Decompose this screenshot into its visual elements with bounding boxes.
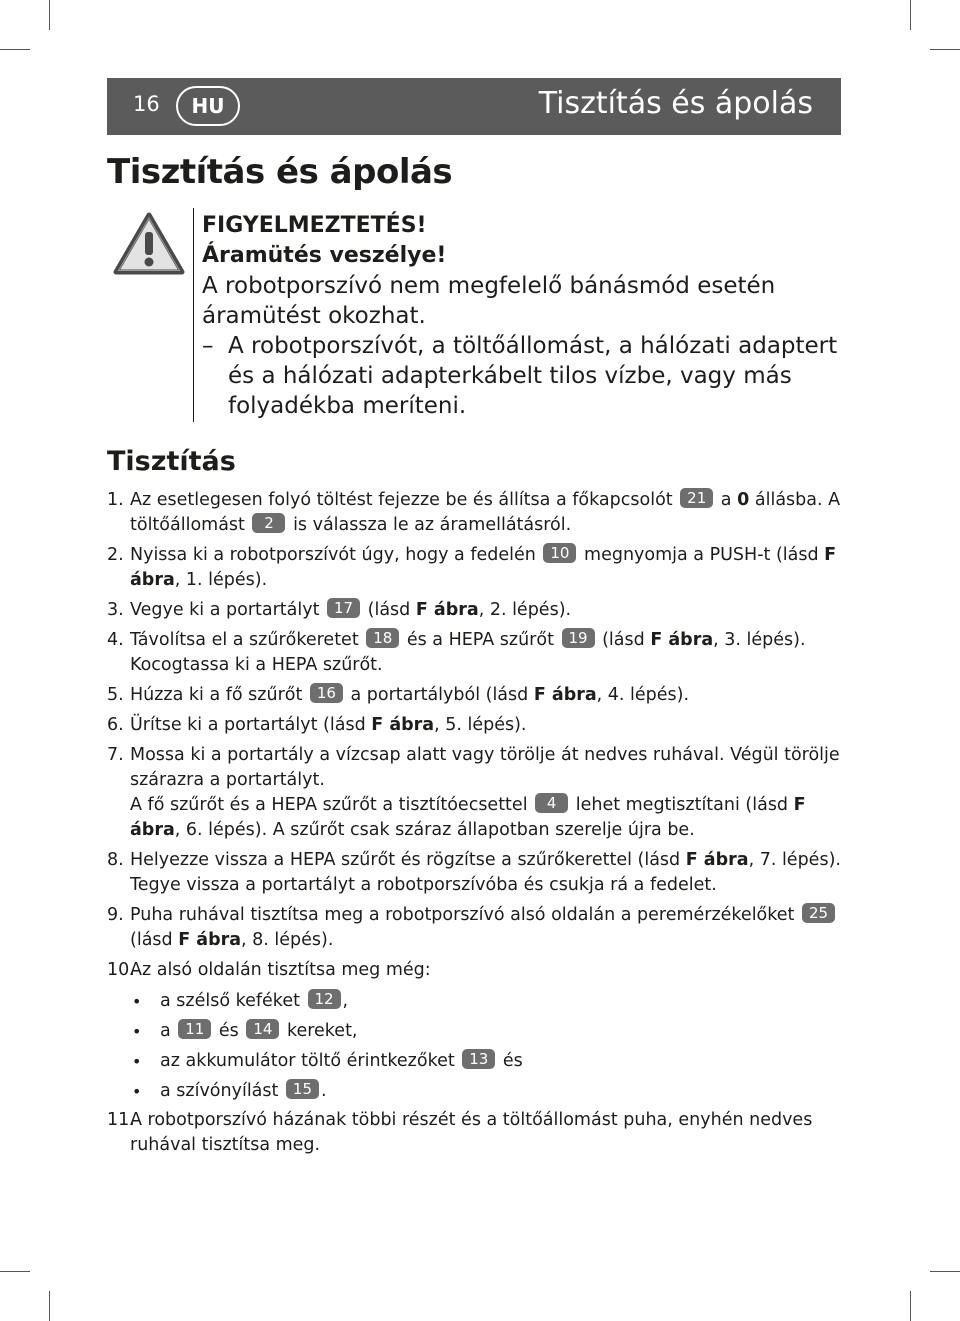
part-number-badge: 21 [680,488,713,508]
step-text: A robotporszívó házának többi részét és a töltőállomást puha, enyhén nedves ruhával tisztítsa meg. [130,1110,813,1155]
part-number-badge: 10 [543,543,576,563]
part-number-badge: 17 [327,598,360,618]
step-text: , 4. lépés). [596,685,690,705]
step-bold-text: F ábra [650,630,714,650]
step-4 [107,628,847,678]
step-text: (lásd [602,630,645,650]
step-text: , 5. lépés). [434,715,527,735]
crop-mark [0,1271,30,1272]
step-bold-text: F ábra [415,600,479,620]
step-number: 8. [107,850,124,870]
warning-divider [193,208,194,422]
language-badge: HU [176,86,240,126]
crop-mark [910,0,911,30]
step-bold-text: F ábra [685,850,749,870]
step-text: . [320,1081,327,1101]
step-bold-text: F ábra [371,715,435,735]
warning-triangle-icon [113,212,185,280]
step-number: 1. [107,490,124,510]
crop-mark [49,0,50,30]
cleaning-steps-list [107,488,847,1163]
part-number-badge: 25 [802,903,835,923]
step-text: , 3. lépés). Kocogtassa ki a HEPA szűrőt. [130,630,806,675]
step-text: Helyezze vissza a HEPA szűrőt és rögzítse a szűrőkerettel (lásd [130,850,681,870]
step-text: Puha ruhával tisztítsa meg a robotporszívó alsó oldalán a peremérzékelőket [130,905,795,925]
part-number-badge: 18 [366,628,399,648]
warning-list [202,331,852,421]
step-number: 6. [107,715,124,735]
sub-list-item [130,1049,847,1073]
step-text: az akkumulátor töltő érintkezőket [160,1051,455,1071]
step-8 [107,848,847,898]
step-text: kereket, [286,1021,358,1041]
step-number: 9. [107,905,124,925]
bullet-icon: • [132,992,142,1011]
step-text: a szélső keféket [160,991,300,1011]
step-text: , 7. lépés). Tegye vissza a portartályt a robotporszívóba és csukja rá a fedelet. [130,850,841,895]
step-7 [107,743,847,843]
bullet-icon: • [132,1052,142,1071]
step-bold-text: F ábra [130,795,806,840]
step-number: 10. [107,960,135,980]
step-bold-text: 0 [737,490,750,510]
part-number-badge: 19 [562,628,595,648]
header-section-title: Tisztítás és ápolás [538,86,813,121]
part-number-badge: 13 [462,1049,495,1069]
step-text: , 2. lépés). [478,600,572,620]
step-number: 3. [107,600,124,620]
step-text: (lásd [130,930,173,950]
bullet-icon: • [132,1082,142,1101]
step-text: , 1. lépés). [174,570,268,590]
step-text: Az esetlegesen folyó töltést fejezze be és állítsa a főkapcsolót [130,490,673,510]
step-text: és a HEPA szűrőt [406,630,554,650]
step-text: (lásd [367,600,411,620]
step-text: Nyissa ki a robotporszívót úgy, hogy a fedelén [130,545,536,565]
step-9 [107,903,847,953]
step-bold-text: F ábra [130,545,837,590]
step-text: A fő szűrőt és a HEPA szűrőt a tisztítóecsettel [130,795,528,815]
cleaning-section-title: Tisztítás [107,446,236,477]
crop-mark [49,1291,50,1321]
part-number-badge: 4 [535,793,568,813]
step-text: Húzza ki a fő szűrőt [130,685,303,705]
step-text: állásba. A töltőállomást [130,490,841,535]
crop-mark [910,1291,911,1321]
step-text: a portartályból (lásd [350,685,529,705]
crop-mark [930,1271,960,1272]
sub-list [130,989,847,1103]
page-number: 16 [133,92,160,116]
page-title: Tisztítás és ápolás [107,152,453,192]
warning-text: A robotporszívó nem megfelelő bánásmód esetén áramütést okozhat. [202,273,776,329]
step-text: Az alsó oldalán tisztítsa meg még: [130,960,431,980]
crop-mark [0,49,30,50]
step-number: 7. [107,745,124,765]
sub-list-item [130,1019,847,1043]
step-number: 4. [107,630,124,650]
warning-list-item: – A robotporszívót, a töltőállomást, a hálózati adaptert és a hálózati adapterkábelt tilos vízbe, vagy más folyadékba meríteni. [202,331,852,421]
step-11 [107,1108,847,1158]
step-2 [107,543,847,593]
step-10 [107,958,847,1103]
step-6 [107,713,847,738]
step-text: a [160,1021,171,1041]
part-number-badge: 14 [246,1019,279,1039]
warning-block [202,211,852,421]
sub-list-item [130,1079,847,1103]
part-number-badge: 16 [310,683,343,703]
step-1 [107,488,847,538]
part-number-badge: 2 [252,513,285,533]
step-text: Távolítsa el a szűrőkeretet [130,630,359,650]
step-text: , [342,991,349,1011]
step-number: 2. [107,545,124,565]
step-number: 5. [107,685,124,705]
step-5 [107,683,847,708]
step-text: Vegye ki a portartályt [130,600,320,620]
step-text: , 8. lépés). [241,930,334,950]
part-number-badge: 12 [308,989,341,1009]
sub-list-item [130,989,847,1013]
step-text: a [720,490,732,510]
step-text: megnyomja a PUSH-t (lásd [584,545,819,565]
crop-mark [930,49,960,50]
step-number: 11. [107,1110,135,1130]
step-bold-text: F ábra [178,930,242,950]
step-text: , 6. lépés). A szűrőt csak száraz állapotban szerelje újra be. [174,820,695,840]
warning-heading: FIGYELMEZTETÉS! [202,213,427,238]
part-number-badge: 11 [178,1019,211,1039]
step-text: Ürítse ki a portartályt (lásd [130,715,366,735]
step-text: is válassza le az áramellátásról. [293,515,572,535]
step-text: lehet megtisztítani (lásd [575,795,789,815]
part-number-badge: 15 [286,1079,319,1099]
warning-subheading: Áramütés veszélye! [202,243,447,268]
step-text: Mossa ki a portartály a vízcsap alatt vagy törölje át nedves ruhával. Végül törölje szárazra a portartályt. [130,745,840,790]
step-3 [107,598,847,623]
step-text: és [502,1051,523,1071]
bullet-icon: • [132,1022,142,1041]
step-text: és [218,1021,239,1041]
step-text: a szívónyílást [160,1081,279,1101]
step-bold-text: F ábra [533,685,597,705]
